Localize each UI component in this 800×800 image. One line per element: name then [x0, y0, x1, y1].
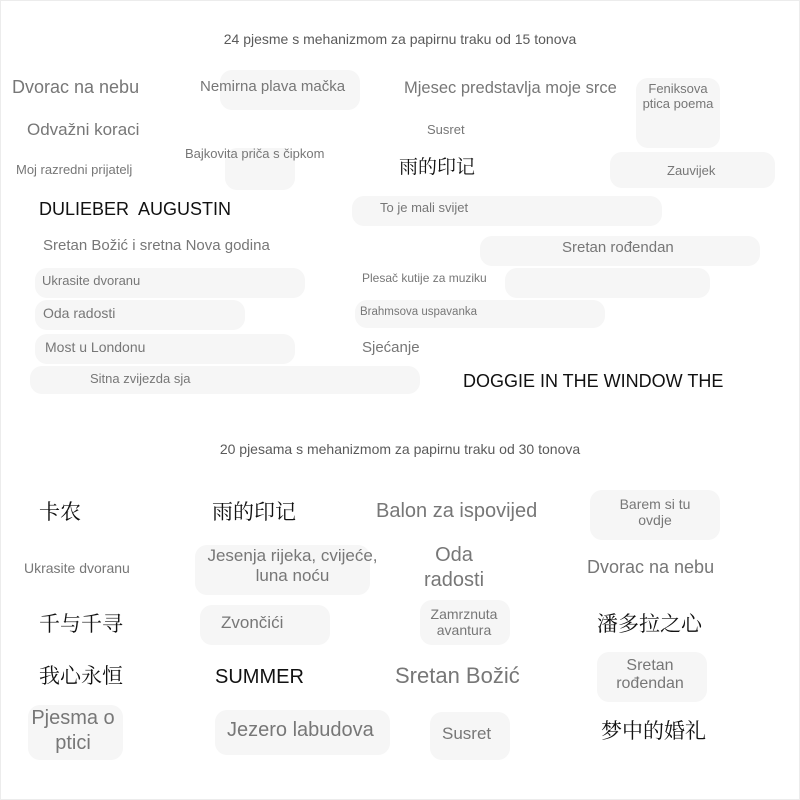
song-title: Sretan rođendan — [562, 239, 674, 256]
song-title: 潘多拉之心 — [597, 613, 702, 636]
song-title: 雨的印记 — [399, 157, 476, 178]
song-title: Sitna zvijezda sja — [90, 371, 191, 386]
song-title: 梦中的婚礼 — [601, 720, 706, 743]
song-title: Sjećanje — [362, 339, 420, 356]
song-title: Bajkovita priča s čipkom — [185, 146, 325, 161]
song-title: Zvončići — [221, 613, 284, 632]
background-blob — [505, 268, 710, 298]
song-title: Mjesec predstavlja moje srce — [404, 79, 617, 97]
song-title: Sretan rođendan — [616, 657, 684, 693]
song-title: Jesenja rijeka, cvijeće, luna noću — [207, 546, 378, 585]
song-title: Pjesma o ptici — [31, 707, 115, 754]
song-title: 雨的印记 — [212, 501, 296, 524]
song-title: Brahmsova uspavanka — [360, 306, 477, 318]
song-title: Susret — [442, 724, 492, 743]
song-title: Oda radosti — [423, 544, 485, 591]
song-title: Ukrasite dvoranu — [24, 560, 130, 576]
song-title: Dvorac na nebu — [12, 77, 140, 97]
song-title: Most u Londonu — [45, 339, 146, 355]
song-title: 我心永恒 — [39, 665, 123, 688]
song-title: Feniksova ptica poema — [642, 81, 714, 111]
song-title: Zamrznuta avantura — [430, 606, 498, 639]
song-title: Sretan Božić i sretna Nova godina — [43, 237, 270, 254]
section-heading-30-tone: 20 pjesama s mehanizmom za papirnu traku od 30 tonova — [219, 441, 581, 457]
song-title: Odvažni koraci — [27, 120, 140, 139]
song-title: Zauvijek — [667, 163, 716, 178]
song-title: Nemirna plava mačka — [200, 78, 346, 95]
song-title: Balon za ispovijed — [376, 500, 538, 522]
song-title: SUMMER — [215, 666, 304, 688]
section-heading-15-tone: 24 pjesme s mehanizmom za papirnu traku od 15 tonova — [223, 31, 577, 47]
song-title: Ukrasite dvoranu — [42, 273, 141, 288]
song-title: Jezero labudova — [227, 719, 374, 741]
song-title: Sretan Božić — [395, 663, 520, 688]
song-title: 卡农 — [39, 501, 81, 524]
song-title: To je mali svijet — [380, 200, 469, 215]
song-title: Plesač kutije za muziku — [362, 271, 487, 285]
background-blob — [30, 366, 420, 394]
song-title: Susret — [427, 122, 465, 137]
song-title: 千与千寻 — [39, 613, 123, 636]
song-title: Dvorac na nebu — [587, 557, 715, 577]
song-title: DOGGIE IN THE WINDOW THE — [463, 371, 724, 391]
song-title: Oda radosti — [43, 305, 116, 321]
song-title: Moj razredni prijatelj — [16, 162, 133, 177]
song-title: Barem si tu ovdje — [619, 496, 691, 529]
song-title: DULIEBER AUGUSTIN — [39, 199, 232, 219]
